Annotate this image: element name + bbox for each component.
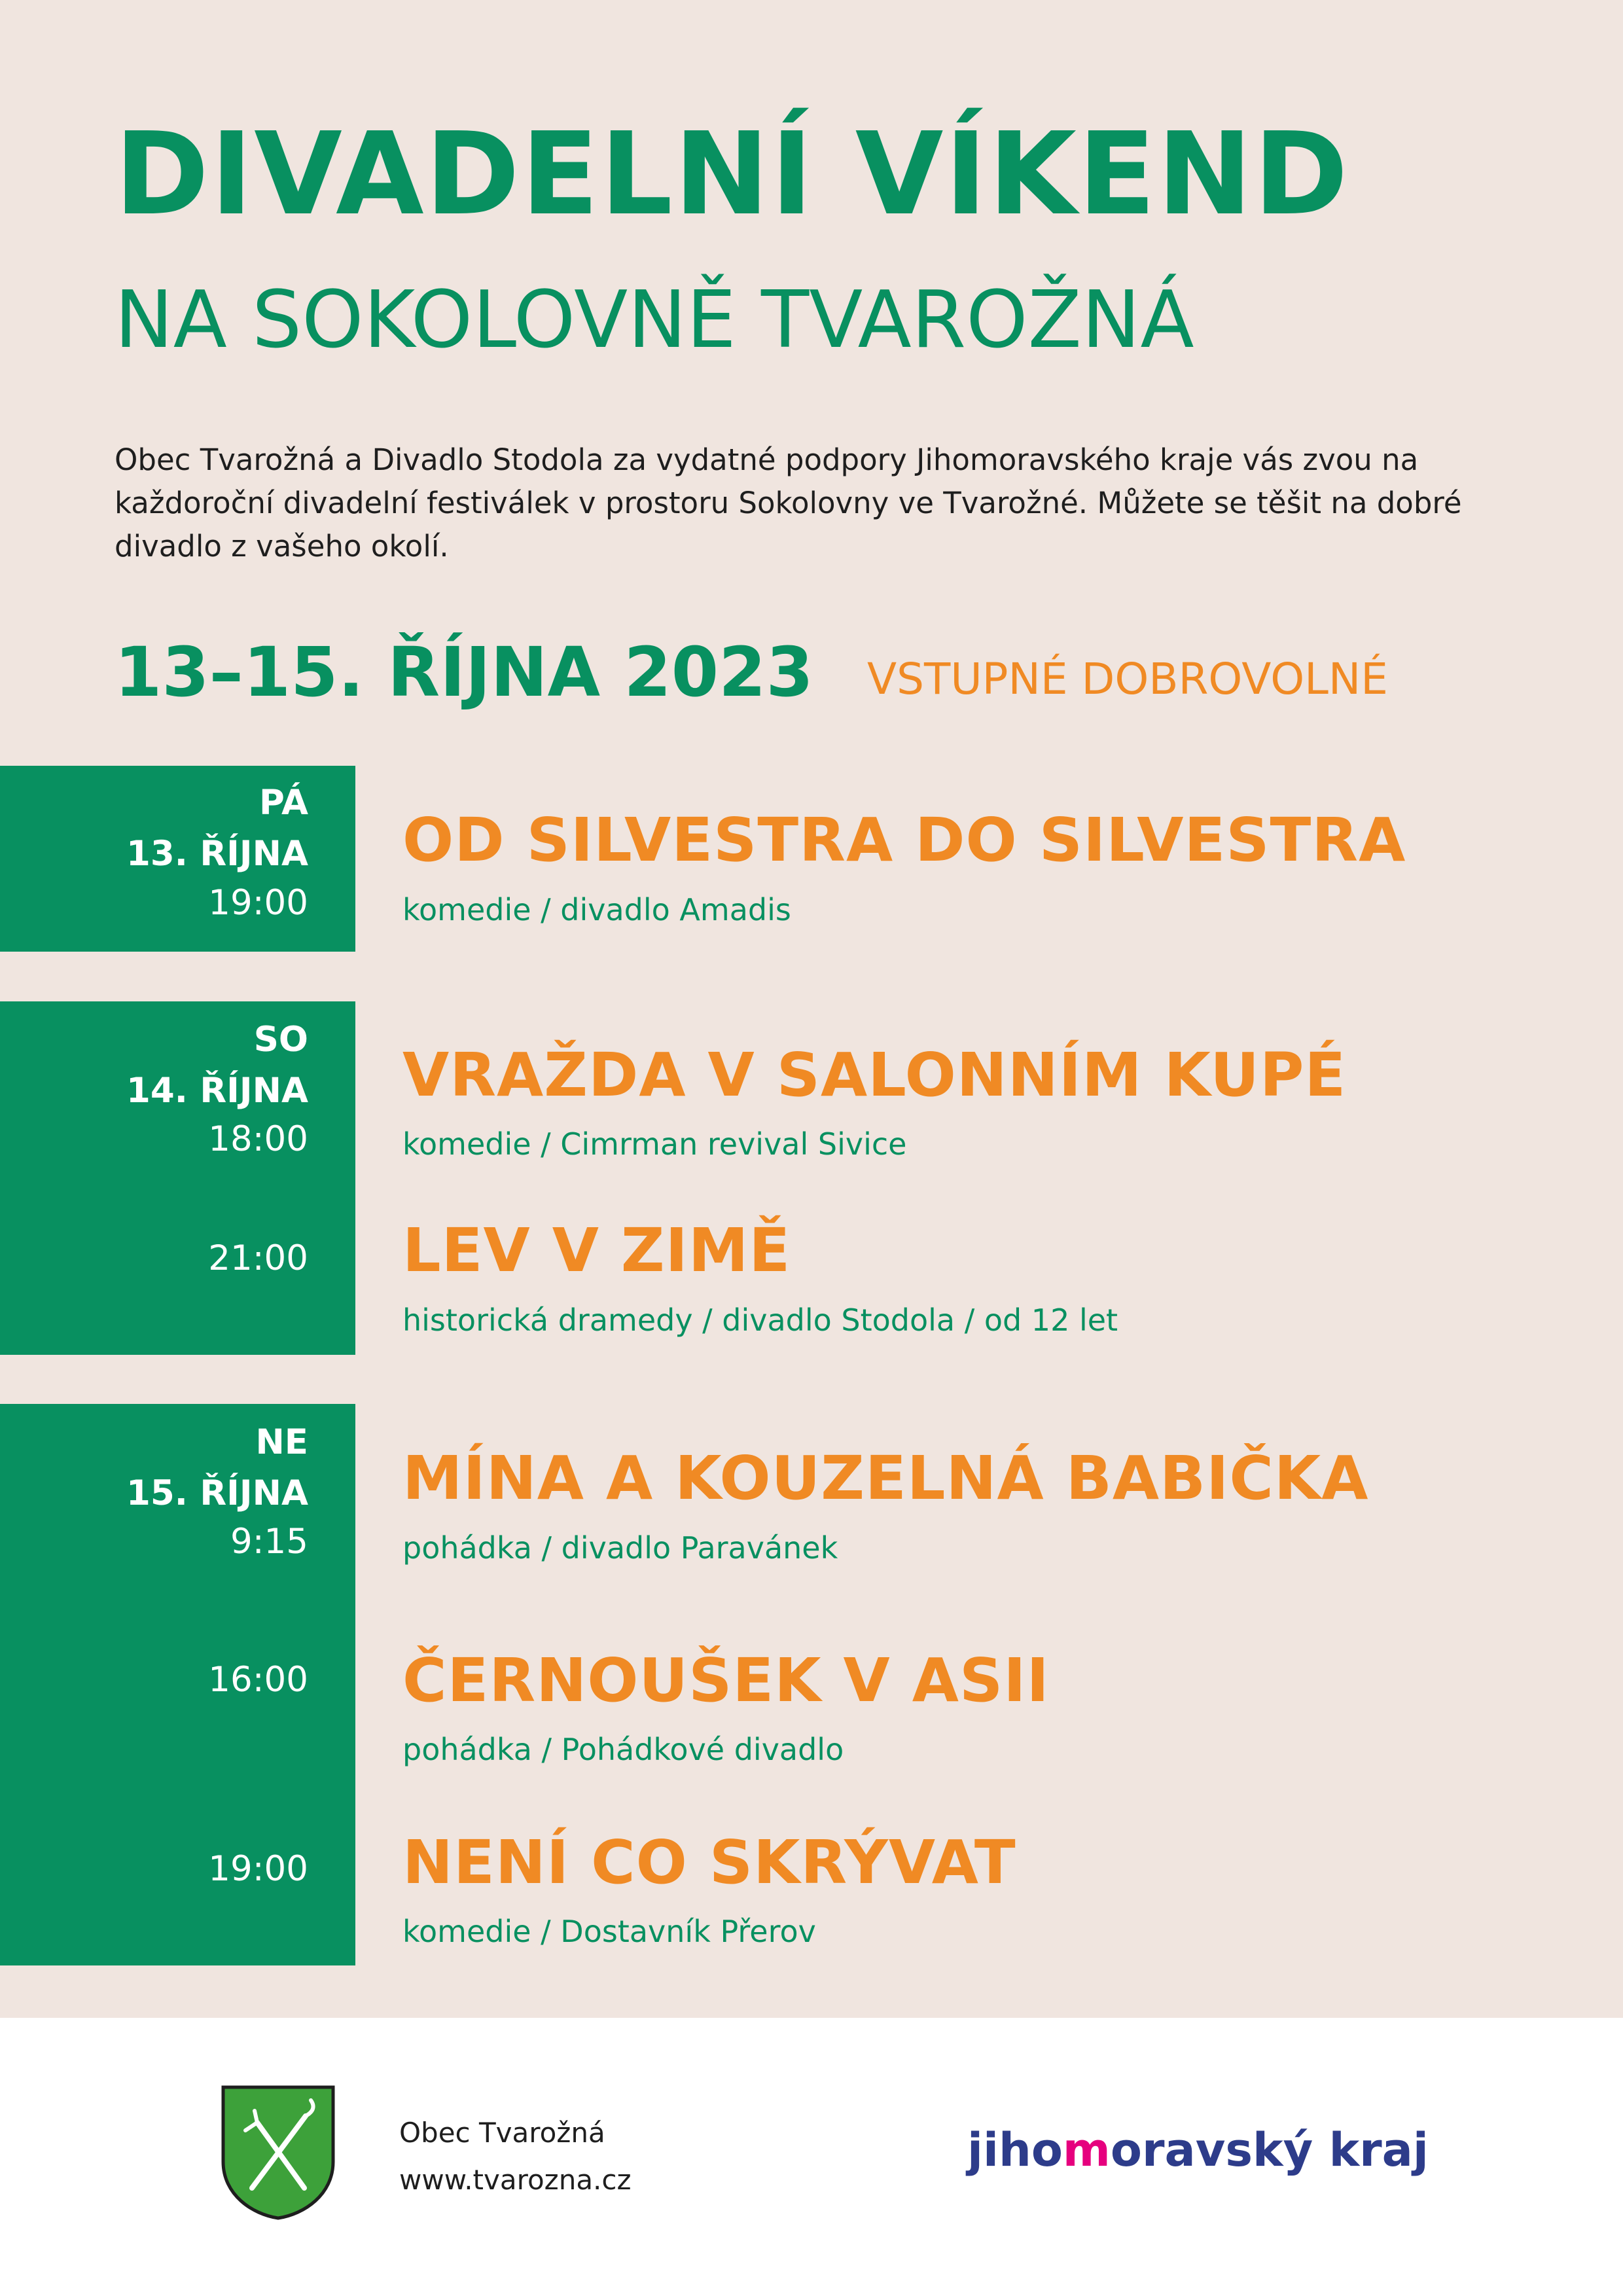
day-date: 13. ŘÍJNA [126,834,308,874]
poster-title: DIVADELNÍ VÍKEND [115,108,1349,241]
show-title: MÍNA A KOUZELNÁ BABIČKA [402,1443,1369,1513]
poster-subtitle: NA SOKOLOVNĚ TVAROŽNÁ [115,275,1194,366]
municipal-crest-icon [219,2083,337,2221]
admission-note: VSTUPNÉ DOBROVOLNÉ [867,654,1388,704]
day-block-saturday [0,1001,355,1355]
day-block-friday [0,766,355,952]
org-name: Obec Tvarožná [399,2117,605,2149]
show-time: 18:00 [208,1119,308,1159]
show-time: 19:00 [208,1849,308,1889]
intro-text: Obec Tvarožná a Divadlo Stodola za vydatné podpory Jihomoravského kraje vás zvou na každoroční divadelní festiválek v prostoru Sokolovny ve Tvarožné. Můžete se těšit na dobré divadlo z vašeho okolí. [115,442,1462,564]
show-time: 19:00 [208,883,308,923]
kraj-logo-accent: m [1062,2123,1111,2177]
show-title: OD SILVESTRA DO SILVESTRA [402,805,1406,875]
show-details: pohádka / divadlo Paravánek [402,1530,838,1566]
show-time: 9:15 [230,1522,308,1562]
festival-date: 13–15. ŘÍJNA 2023 [115,632,813,712]
show-details: komedie / Dostavník Přerov [402,1914,816,1949]
day-label-saturday [126,1014,308,1117]
org-website-link[interactable]: www.tvarozna.cz [399,2164,632,2196]
kraj-logo-part1: jiho [967,2123,1063,2177]
show-details: komedie / Cimrman revival Sivice [402,1126,907,1162]
day-date: 14. ŘÍJNA [126,1071,308,1111]
day-abbrev: SO [253,1020,308,1060]
show-title: LEV V ZIMĚ [402,1215,791,1285]
show-time: 16:00 [208,1660,308,1700]
day-label-friday [126,778,308,880]
day-date: 15. ŘÍJNA [126,1473,308,1513]
show-title: NENÍ CO SKRÝVAT [402,1827,1016,1897]
show-title: ČERNOUŠEK V ASII [402,1645,1050,1715]
day-abbrev: NE [255,1422,308,1462]
kraj-logo [967,2123,1429,2177]
day-label-sunday [126,1417,308,1519]
show-details: pohádka / Pohádkové divadlo [402,1732,844,1767]
show-time: 21:00 [208,1238,308,1278]
day-abbrev: PÁ [259,783,308,823]
kraj-logo-part2: oravský kraj [1110,2123,1429,2177]
show-details: historická dramedy / divadlo Stodola / od 12 let [402,1302,1118,1338]
show-title: VRAŽDA V SALONNÍM KUPÉ [402,1040,1347,1110]
show-details: komedie / divadlo Amadis [402,892,791,927]
day-block-sunday [0,1404,355,1965]
